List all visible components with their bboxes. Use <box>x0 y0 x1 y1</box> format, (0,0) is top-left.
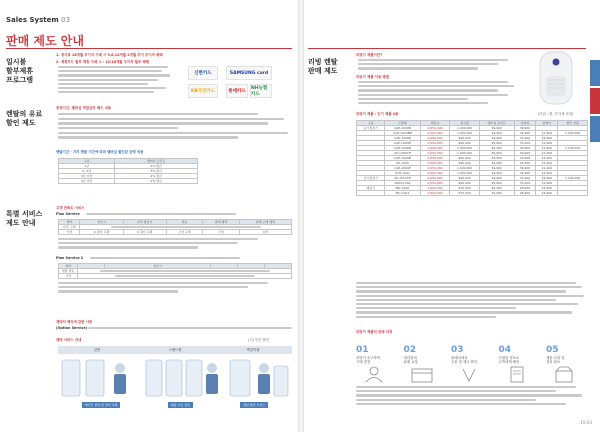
step-text: 판매처에서 주문 및 재고 확인 <box>451 356 478 365</box>
membership-cell: 2~3년 <box>59 169 115 174</box>
product-cell: 21,900 <box>536 181 558 186</box>
process-steps <box>356 337 588 381</box>
product-cell: 24,900 <box>536 191 558 196</box>
plan-service-2-notes <box>58 282 292 293</box>
partner-logo-kb: KB국민카드 <box>188 84 218 98</box>
product-cell: 2,650,000 <box>420 126 450 131</box>
plan-service-label: Plan Service <box>56 212 80 216</box>
product-cell: AP-1009CH <box>385 151 420 156</box>
section-label-installment: 일시불 할부제휴 프로그램 <box>6 58 34 84</box>
page-number: 15-03 <box>580 420 592 425</box>
membership-cell: 1년 <box>59 164 115 169</box>
system-header <box>6 16 70 24</box>
product-th: 모델명 <box>385 121 420 126</box>
technician-wall-photo <box>230 360 288 396</box>
rental-service-heading: 계약 서비스 안내 <box>56 338 82 342</box>
product-table-notes <box>356 282 588 318</box>
product-cell: 21,900 <box>536 156 558 161</box>
plan2-cell: 가격 <box>59 274 78 279</box>
product-cell: 49,900 <box>479 141 514 146</box>
product-cell: 21,900 <box>536 136 558 141</box>
plan-service-2-desc <box>90 257 240 259</box>
product-cell: 33,400 <box>514 161 536 166</box>
plan-cell: 2 필터 교체 <box>123 230 166 235</box>
membership-th-period: 구분 <box>59 159 115 164</box>
rental-service-illustrations <box>58 356 292 400</box>
product-cell: NQ-1000 <box>385 186 420 191</box>
step-text: 신청된 정보로 고객에게 배송 <box>498 356 520 365</box>
product-cell: 공기청정기 <box>357 176 385 181</box>
process-step <box>404 337 446 381</box>
product-cell: 2,650,000 <box>420 156 450 161</box>
partner-logo-nh: NH농협카드 <box>250 84 272 98</box>
partner-logo-samsung: SAMSUNG card <box>226 66 272 80</box>
product-cell: 28,900 <box>514 191 536 196</box>
title-rule <box>6 48 292 49</box>
membership-cell: 5% 환급 <box>115 179 198 184</box>
product-cell: 1,000,000 <box>450 151 480 156</box>
product-cell: 2,650,000 <box>420 161 450 166</box>
product-cell: 21,900 <box>536 151 558 156</box>
product-cell: 28,900 <box>514 186 536 191</box>
product-cell: 39,900 <box>514 151 536 156</box>
plan2-th: 계약 <box>59 264 78 269</box>
product-cell: 990,000 <box>450 156 480 161</box>
system-name: Sales System <box>6 16 59 24</box>
side-tab-3 <box>590 116 600 142</box>
store-icon <box>404 365 440 383</box>
product-cell: 49,900 <box>479 161 514 166</box>
product-cell: 21,900 <box>536 161 558 166</box>
person-icon <box>356 365 392 383</box>
product-cell: 49,900 <box>479 146 514 151</box>
step-number: 05 <box>546 345 559 355</box>
product-cell: 33,400 <box>514 136 536 141</box>
product-row <box>357 191 588 196</box>
product-cell: 49,900 <box>479 181 514 186</box>
rental-service-captions <box>58 402 292 408</box>
membership-cell: 3% 환급 <box>115 169 198 174</box>
product-cell: 1,190,000 <box>558 131 588 136</box>
membership-cell: 4년 이상 <box>59 179 115 184</box>
product-cell: 2,650,000 <box>420 166 450 171</box>
product-cell: AP-1512CE <box>385 176 420 181</box>
step-text: 리빙이 소구하여 구매 결정 <box>356 356 381 365</box>
process-step <box>546 337 588 381</box>
plan2-th: 성수기 <box>105 264 211 269</box>
product-cell: 49,900 <box>479 171 514 176</box>
plan-cell: 2 필터 교체 <box>80 230 123 235</box>
side-tab-1 <box>590 60 600 86</box>
rental-service-note: (주) 인증 확인 <box>248 338 270 342</box>
membership-cell: 3년 이상 <box>59 174 115 179</box>
product-cell <box>558 191 588 196</box>
step-text: 대리점에 판매 요청 <box>403 356 418 365</box>
product-th: 할인 지원 <box>558 121 588 126</box>
air-purifier-photo <box>530 46 580 108</box>
plan-th: 판매 혜택 <box>203 220 239 225</box>
process-step <box>451 337 493 381</box>
product-cell: 21,900 <box>536 131 558 136</box>
plan-th: 판매 구매 혜택 <box>239 220 291 225</box>
process-heading: 리빙이 제품의 판매 과정 <box>356 330 393 334</box>
col-stand: 스탠드형 <box>168 348 182 352</box>
plan-service-table <box>58 219 292 235</box>
product-th: 렌탈료 <box>420 121 450 126</box>
product-cell: 21,900 <box>536 171 558 176</box>
membership-cell: 2% 환급 <box>115 164 198 169</box>
product-th: 일시불 <box>450 121 480 126</box>
rental-discount-details <box>58 113 292 139</box>
product-cell: 21,900 <box>536 141 558 146</box>
partner-logo-lotte: 롯데카드 <box>226 84 248 98</box>
product-cell: 1,000,000 <box>450 146 480 151</box>
membership-cell: 4% 환급 <box>115 174 198 179</box>
product-cell: 2,650,000 <box>420 141 450 146</box>
living-usage-desc <box>358 81 518 104</box>
product-cell: 33,400 <box>514 156 536 161</box>
product-cell: 990,000 <box>450 176 480 181</box>
step-number: 03 <box>451 345 464 355</box>
plan-cell: 무상 <box>203 230 239 235</box>
product-cell: 49,900 <box>479 151 514 156</box>
product-cell: 2,650,000 <box>420 171 450 176</box>
caption-move: 제품 이동 설치 <box>168 402 193 408</box>
process-notes <box>356 386 588 405</box>
product-cell: 39,900 <box>514 171 536 176</box>
product-cell: AWM-1000 <box>385 181 420 186</box>
option-service-label: (Option Service) <box>56 326 88 330</box>
caption-install: 에어컨 설치 및 필터 교체 <box>82 402 121 408</box>
product-cell: CAP-1000B <box>385 136 420 141</box>
product-cell: 990,000 <box>450 161 480 166</box>
product-cell: 49,900 <box>479 191 514 196</box>
living-product-question: 리빙이 제품이란? <box>356 53 383 57</box>
product-cell: 33,400 <box>514 176 536 181</box>
product-cell: 21,900 <box>536 166 558 171</box>
product-cell: 49,900 <box>479 131 514 136</box>
product-cell: 공기청정기 <box>357 126 385 131</box>
membership-th-point: 멤버십 포인트 <box>115 159 198 164</box>
plan-cell: 가격 <box>59 230 80 235</box>
special-service-heading: 고객 만족도 서비스 <box>56 206 85 210</box>
product-cell <box>357 191 385 196</box>
product-table <box>356 120 588 196</box>
plan-service-2-label: Plan Service 2 <box>56 256 84 260</box>
box-icon <box>546 365 582 383</box>
product-cell: 49,900 <box>479 126 514 131</box>
product-cell: 49,900 <box>479 166 514 171</box>
product-cell: 2,650,000 <box>420 176 450 181</box>
step-number: 04 <box>498 345 512 355</box>
product-cell: 990,000 <box>450 136 480 141</box>
step-number: 02 <box>403 345 417 355</box>
product-cell: CAP-1000B <box>385 146 420 151</box>
plan-cell: 관리 구매 <box>59 225 80 230</box>
system-number: 03 <box>61 16 71 24</box>
step-number: 01 <box>356 345 369 355</box>
product-cell: CHP-1001 <box>385 171 420 176</box>
plan2-cell: 렌탈 방문 <box>59 269 78 274</box>
product-th: 멤버십 포인트 <box>479 121 514 126</box>
living-product-desc <box>358 59 518 70</box>
option-service-heading: 계약의 해지에 관한 사항 <box>56 320 93 324</box>
plan-th: 계약 <box>59 220 80 225</box>
product-cell: MQ-1001 <box>385 191 420 196</box>
product-cell: CAP-1000E <box>385 166 420 171</box>
product-cell: 39,900 <box>514 126 536 131</box>
product-cell: 49,900 <box>479 176 514 181</box>
product-cell: 49,900 <box>479 186 514 191</box>
plan-service-2-table <box>58 263 292 279</box>
plan-th: 관리 방문기 <box>123 220 166 225</box>
product-cell: 2,650,000 <box>420 186 450 191</box>
step-text: 제품 수령 및 설치 완료 <box>546 356 565 365</box>
section-label-rental-discount: 렌탈의 유료 할인 제도 <box>6 110 43 127</box>
product-table-note: (단위 : 원, 부가세 포함) <box>538 112 574 116</box>
caption-visit: 렌탈 방문 서비스 <box>240 402 268 408</box>
process-step <box>499 337 541 381</box>
plan-th: 비용 <box>166 220 202 225</box>
installment-line-1: 1. 정사표 18개월 무이자 구매 시 3,6,12개월 2개월 추가 무이자 혜택 <box>56 53 163 57</box>
product-cell: 1,000,000 <box>450 166 480 171</box>
product-cell: 33,400 <box>514 141 536 146</box>
product-cell: 870,000 <box>450 191 480 196</box>
product-cell: CAP-1000B <box>385 126 420 131</box>
product-cell: 33,400 <box>514 181 536 186</box>
product-th: 구분 <box>357 121 385 126</box>
product-cell: 39,900 <box>514 166 536 171</box>
product-cell: 49,900 <box>479 156 514 161</box>
product-cell: 2,650,000 <box>420 146 450 151</box>
membership-table <box>58 158 198 184</box>
option-service-desc <box>88 327 292 329</box>
section-label-living-rental: 리빙 렌탈 판매 제도 <box>308 58 338 75</box>
document-icon <box>499 365 535 383</box>
product-th: 관리비 <box>514 121 536 126</box>
living-usage-heading: 리빙이 제품 이용 방법 <box>356 75 390 79</box>
product-cell: AP-1016 <box>385 161 420 166</box>
product-table-heading: 리빙이 제품 : 인기 제품 4종 <box>356 112 399 116</box>
page-fold <box>298 0 304 432</box>
product-cell: 제습기 <box>357 186 385 191</box>
technician-stand-photo <box>146 360 218 396</box>
product-cell: 870,000 <box>450 186 480 191</box>
rental-service-col-header <box>58 346 292 354</box>
product-cell: CAP-1000B <box>385 156 420 161</box>
product-cell: 39,900 <box>514 131 536 136</box>
col-general: 일반 <box>93 348 101 352</box>
plan-cell: 유상 <box>239 230 291 235</box>
plan-service-notes <box>58 238 292 249</box>
membership-subheading: 렌탈기간 - 지지 렌탈 기간에 따라 멤버십 할인된 금액 적용 <box>56 150 144 154</box>
product-cell: 1,190,000 <box>558 146 588 151</box>
product-cell: 1,000,000 <box>450 131 480 136</box>
process-step <box>356 337 398 381</box>
product-cell: 2,650,000 <box>420 131 450 136</box>
phone-order-icon <box>451 365 487 383</box>
section-label-special-service: 특별 서비스 제도 안내 <box>6 210 43 227</box>
page-title: 판매 제도 안내 <box>6 34 84 48</box>
product-cell: 39,900 <box>514 146 536 151</box>
product-cell: 990,000 <box>450 181 480 186</box>
product-cell: 21,900 <box>536 146 558 151</box>
product-cell: 2,650,000 <box>420 191 450 196</box>
product-cell: 2,650,000 <box>420 181 450 186</box>
product-cell: 2,650,000 <box>420 136 450 141</box>
product-cell: 1,000,000 <box>450 171 480 176</box>
technician-ac-photo <box>62 360 126 396</box>
product-cell: CAP-1000M <box>385 141 420 146</box>
product-cell: 1,190,000 <box>558 176 588 181</box>
plan-cell: 무상 교체 <box>166 230 202 235</box>
product-cell: CAP-1000BB <box>385 131 420 136</box>
plan-service-desc <box>86 213 236 215</box>
rental-discount-heading: 중장기간, 멤버십 적립금만 해드 내용 <box>56 106 112 110</box>
product-cell: 1,000,000 <box>450 126 480 131</box>
product-cell: 49,900 <box>479 136 514 141</box>
col-wall: 벽걸이형 <box>246 348 260 352</box>
product-cell: 21,900 <box>536 176 558 181</box>
plan-th: 성수기 <box>80 220 123 225</box>
product-cell: 24,900 <box>536 186 558 191</box>
product-cell: 990,000 <box>450 141 480 146</box>
installment-details <box>58 66 178 93</box>
partner-logo-shinhan: 신한카드 <box>188 66 218 80</box>
product-cell: 2,650,000 <box>420 151 450 156</box>
installment-line-2: 2. 제휴카드 할부 제휴 구매 시 : 12/18개월 무이자 할부 혜택 <box>56 60 149 64</box>
product-th: 판매가 <box>536 121 558 126</box>
side-tab-2 <box>590 88 600 114</box>
